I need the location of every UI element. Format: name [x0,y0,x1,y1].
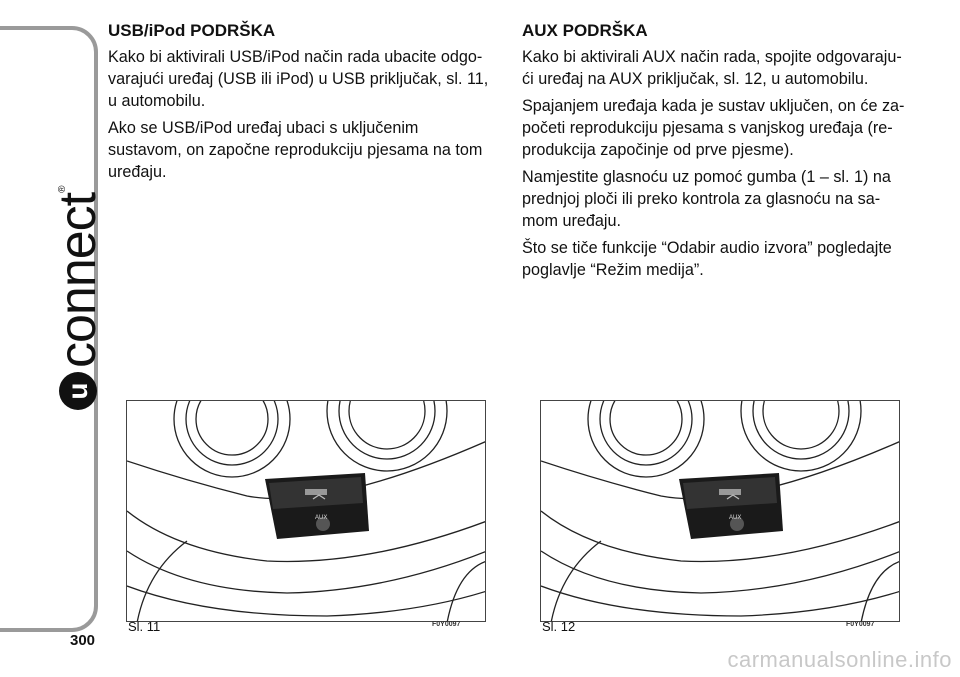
uconnect-logo [49,110,107,410]
paragraph: Namjestite glasnoću uz pomoć gumba (1 – sl. 1) na prednjoj ploči ili preko kontrola za glasnoću na sa-mom uređaju. [522,168,891,230]
watermark: carmanualsonline.info [727,647,952,672]
figure-code: F0Y0097 [432,621,461,628]
page-number: 300 [70,632,96,649]
logo-u-badge: u [59,372,97,410]
usb-ipod-section [108,20,493,188]
paragraph: Kako bi aktivirali AUX način rada, spojite odgovaraju-ći uređaj na AUX priključak, sl. 12, u automobilu. [522,48,902,88]
logo-text: connect [49,192,107,368]
paragraph: Ako se USB/iPod uređaj ubaci s uključenim sustavom, on započne reprodukciju pjesama na tom uređaju. [108,119,483,181]
usb-aux-port-illustration [127,401,486,622]
paragraph: Kako bi aktivirali USB/iPod način rada ubacite odgo-varajući uređaj (USB ili iPod) u USB priključak, sl. 11, u automobilu. [108,48,489,110]
figure-usb-port [126,400,486,622]
section-heading: USB/iPod PODRŠKA [108,21,276,40]
figure-aux-port [540,400,900,622]
aux-section [522,20,907,286]
figure-caption: Sl. 12 [542,619,576,634]
paragraph: Što se tiče funkcije “Odabir audio izvora” pogledajte poglavlje “Režim medija”. [522,239,892,279]
port-label: AUX [315,515,328,521]
paragraph: Spajanjem uređaja kada je sustav uključen, on će za-početi reprodukciju pjesama s vanjskog uređaja (re-produkcija započinje od prve pjesme). [522,97,905,159]
figure-code: F0Y0097 [846,621,875,628]
section-heading: AUX PODRŠKA [522,21,648,40]
logo-registered-mark: ® [57,185,68,193]
usb-aux-port-illustration [541,401,900,622]
figure-caption: Sl. 11 [128,619,161,634]
port-label: AUX [729,515,742,521]
